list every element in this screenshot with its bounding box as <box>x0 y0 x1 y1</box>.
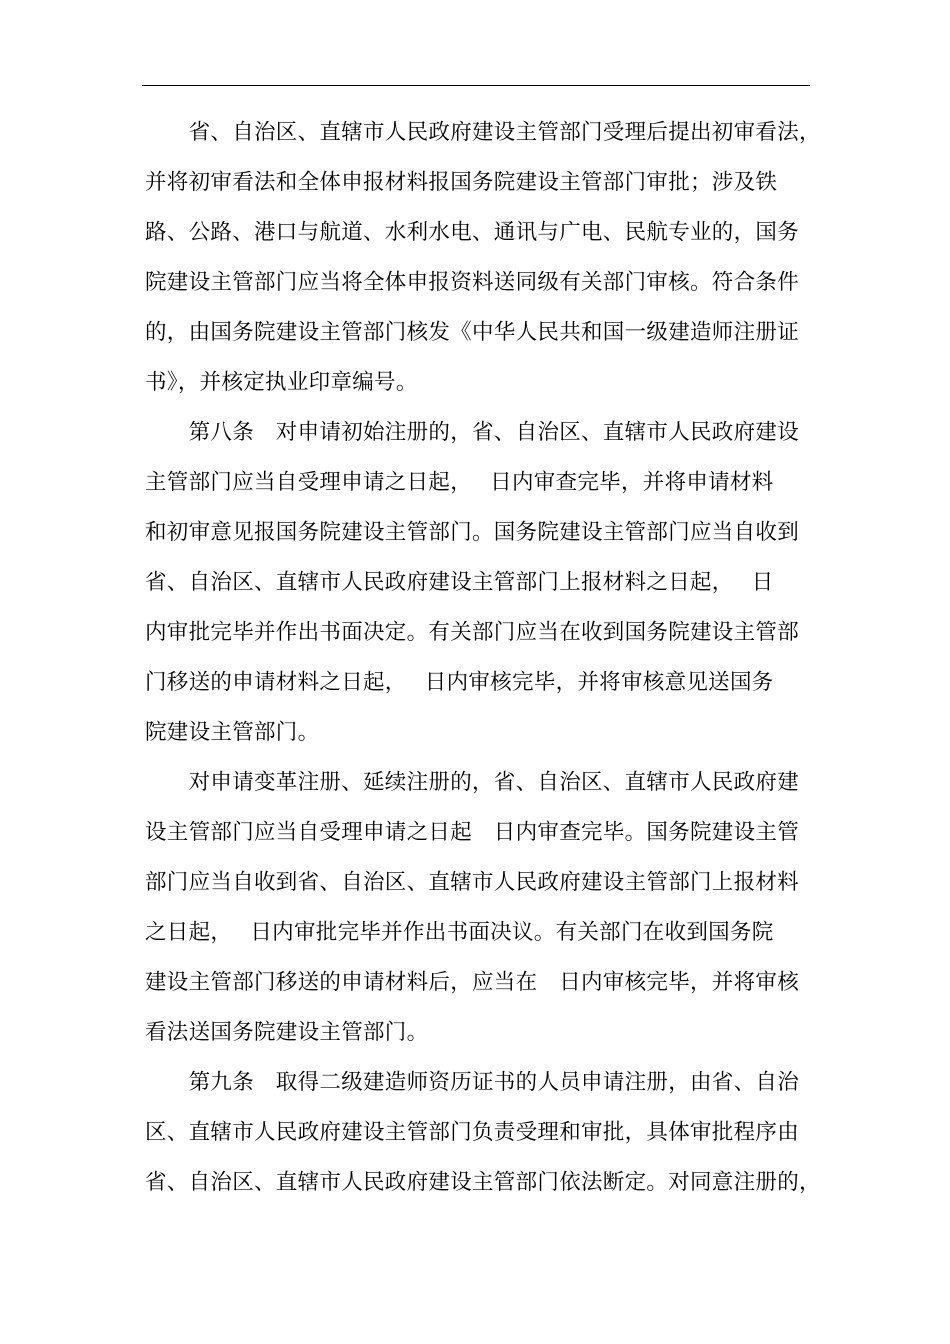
text-line: 区、直辖市人民政府建设主管部门负责受理和审批，具体审批程序由 <box>145 1120 800 1145</box>
text-line: 省、自治区、直辖市人民政府建设主管部门上报材料之日起， 日 <box>145 570 774 595</box>
text-line: 对申请变革注册、延续注册的，省、自治区、直辖市人民政府建 <box>145 770 800 795</box>
text-line: 的，由国务院建设主管部门核发《中华人民共和国一级建造师注册证 <box>145 320 800 345</box>
text-line: 和初审意见报国务院建设主管部门。国务院建设主管部门应当自收到 <box>145 520 800 545</box>
text-line: 院建设主管部门。 <box>145 720 320 745</box>
header-rule <box>142 85 810 86</box>
text-line: 并将初审看法和全体申报材料报国务院建设主管部门审批；涉及铁 <box>145 170 778 195</box>
document-body <box>145 108 821 1208</box>
text-line: 看法送国务院建设主管部门。 <box>145 1020 429 1045</box>
text-line: 省、自治区、直辖市人民政府建设主管部门受理后提出初审看法， <box>145 120 821 145</box>
text-line: 书》，并核定执业印章编号。 <box>145 370 418 395</box>
text-line: 院建设主管部门应当将全体申报资料送同级有关部门审核。符合条件 <box>145 270 800 295</box>
text-line: 之日起， 日内审批完毕并作出书面决议。有关部门在收到国务院 <box>145 920 774 945</box>
text-line: 主管部门应当自受理申请之日起， 日内审查完毕，并将申请材料 <box>145 470 774 495</box>
text-line: 内审批完毕并作出书面决定。有关部门应当在收到国务院建设主管部 <box>145 620 800 645</box>
text-line: 建设主管部门移送的申请材料后，应当在 日内审核完毕，并将审核 <box>145 970 800 995</box>
text-line: 设主管部门应当自受理申请之日起 日内审查完毕。国务院建设主管 <box>145 820 800 845</box>
text-line: 路、公路、港口与航道、水利水电、通讯与广电、民航专业的，国务 <box>145 220 800 245</box>
text-line: 省、自治区、直辖市人民政府建设主管部门依法断定。对同意注册的， <box>145 1170 821 1195</box>
text-line: 第九条 取得二级建造师资历证书的人员申请注册，由省、自治 <box>145 1070 800 1095</box>
text-line: 部门应当自收到省、自治区、直辖市人民政府建设主管部门上报材料 <box>145 870 800 895</box>
text-line: 第八条 对申请初始注册的，省、自治区、直辖市人民政府建设 <box>145 420 800 445</box>
text-line: 门移送的申请材料之日起， 日内审核完毕，并将审核意见送国务 <box>145 670 774 695</box>
